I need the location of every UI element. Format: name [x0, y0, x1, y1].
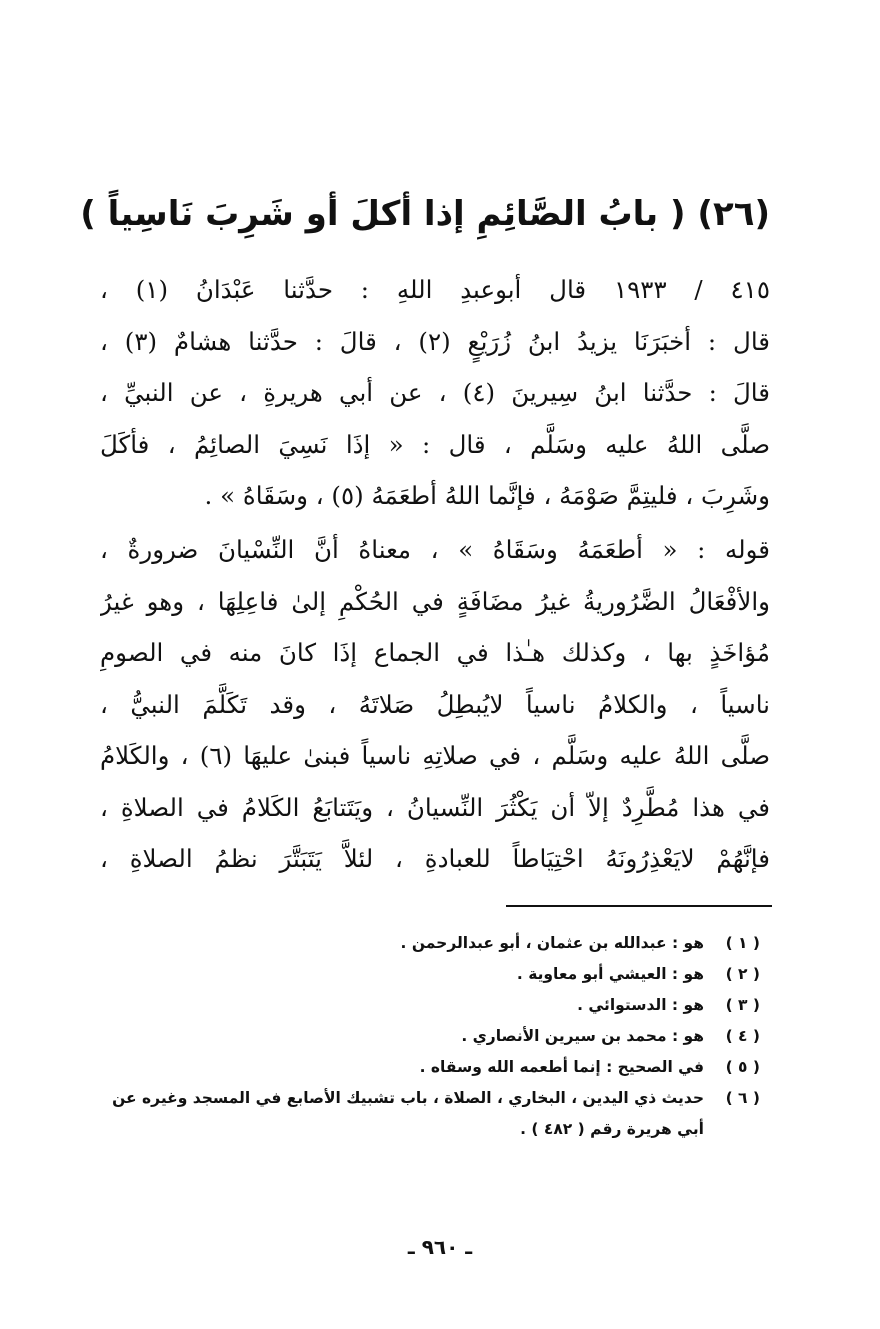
footnote-number: ( ٤ ) [725, 1027, 760, 1045]
footnote-separator [506, 905, 772, 907]
commentary-line-5: صلَّى اللهُ عليه وسَلَّم ، في صلاتِهِ ناسياً فبنىٰ عليهَا (٦) ، والكَلامُ [100, 741, 770, 770]
chapter-title: (٢٦) ( بابُ الصَّائِمِ إذا أكلَ أو شَرِبَ نَاسِياً ) [80, 194, 770, 234]
footnote-item [80, 1083, 760, 1145]
footnote-text: هو : عبدالله بن عثمان ، أبو عبدالرحمن . [400, 934, 704, 952]
footnote-item [80, 1021, 760, 1052]
footnote-text: حديث ذي اليدين ، البخاري ، الصلاة ، باب تشبيك الأصابع في المسجد وغيره عن أبي هريرة رقم ( ٤٨٢ ) . [112, 1089, 704, 1138]
footnote-item [80, 1052, 760, 1083]
commentary-line-4: ناسياً ، والكلامُ ناسياً لايُبطِلُ صَلاتَهُ ، وقد تَكَلَّمَ النبيُّ ، [100, 689, 770, 719]
hadith-line-2: قال : أخبَرَنَا يزيدُ ابنُ زُرَيْعٍ (٢) ، قالَ : حدَّثنا هشامٌ (٣) ، [100, 326, 770, 356]
commentary-line-3: مُؤاخَذٍ بها ، وكذلك هـٰذا في الجماع إذَا كانَ منه في الصومِ [100, 638, 770, 667]
footnote-item [80, 928, 760, 959]
footnote-number: ( ٥ ) [725, 1058, 760, 1076]
footnote-number: ( ١ ) [725, 934, 760, 952]
footnote-text: في الصحيح : إنما أطعمه الله وسقاه . [419, 1058, 704, 1076]
footnote-text: هو : العيشي أبو معاوية . [516, 965, 704, 983]
footnote-number: ( ٢ ) [725, 965, 760, 983]
hadith-line-3: قالَ : حدَّثنا ابنُ سِيرينَ (٤) ، عن أبي هريرةِ ، عن النبيِّ ، [100, 378, 770, 407]
commentary-line-1: قوله : « أطعَمَهُ وسَقَاهُ » ، معناهُ أنَّ النِّسْيانَ ضرورةٌ ، [100, 535, 770, 564]
footnote-number: ( ٣ ) [725, 996, 760, 1014]
footnote-text: هو : الدستوائي . [577, 996, 704, 1014]
footnote-number: ( ٦ ) [725, 1089, 760, 1107]
commentary-text [100, 524, 770, 885]
hadith-text [100, 264, 770, 522]
footnote-item [80, 990, 760, 1021]
hadith-line-1: ٤١٥ / ١٩٣٣ قال أبوعبدِ اللهِ : حدَّثنا عَبْدَانُ (١) ، [100, 275, 770, 304]
footnotes [80, 928, 760, 1145]
commentary-line-6: في هذا مُطَّرِدٌ إلاّ أن يَكْثُرَ النِّسيانُ ، ويَتَتابَعُ الكَلامُ في الصلاةِ ، [100, 792, 770, 822]
hadith-line-5: وشَرِبَ ، فليتِمَّ صَوْمَهُ ، فإنَّما اللهُ أطعَمَهُ (٥) ، وسَقَاهُ » . [204, 481, 770, 510]
footnote-text: هو : محمد بن سيرين الأنصاري . [461, 1027, 704, 1045]
commentary-line-7: فإنَّهُمْ لايَعْذِرُونَهُ احْتِيَاطاً للعبادةِ ، لئلاَّ يَتَبَتَّرَ نظمُ الصلاةِ ، [100, 844, 770, 873]
hadith-line-4: صلَّى اللهُ عليه وسَلَّم ، قال : « إذَا نَسِيَ الصائِمُ ، فأكَلَ [100, 429, 770, 459]
footnote-item [80, 959, 760, 990]
page-number: ـ ٩٦٠ ـ [407, 1235, 473, 1259]
commentary-line-2: والأفْعَالُ الضَّرُوريةُ غيرُ مضَافَةٍ في الحُكْمِ إلىٰ فاعِلِهَا ، وهو غيرُ [100, 586, 770, 616]
